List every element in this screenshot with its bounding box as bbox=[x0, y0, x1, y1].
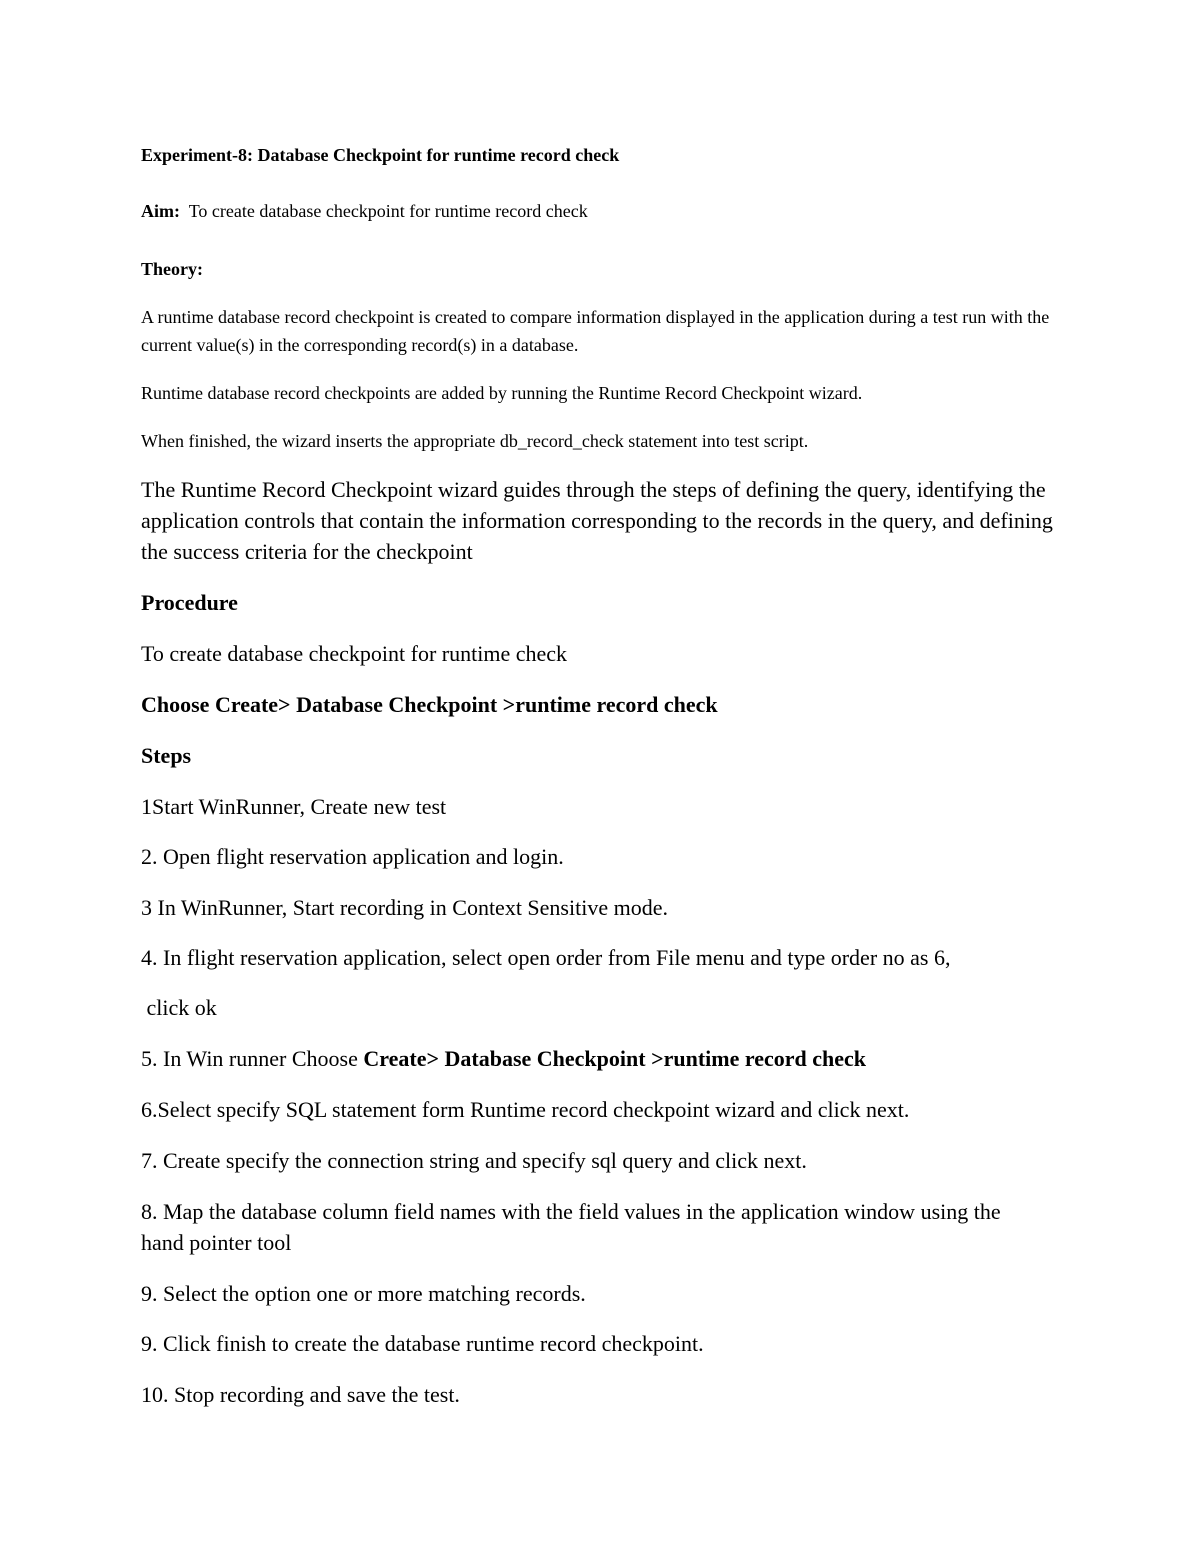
step-9b: 9. Click finish to create the database runtime record checkpoint. bbox=[141, 1331, 704, 1356]
step-5 bbox=[141, 1048, 866, 1070]
step-5-prefix: 5. In Win runner Choose bbox=[141, 1046, 364, 1071]
step-3: 3 In WinRunner, Start recording in Context Sensitive mode. bbox=[141, 895, 668, 920]
aim-label: Aim: bbox=[141, 201, 180, 221]
step-8: 8. Map the database column field names with the field values in the application window using the hand pointer tool bbox=[141, 1199, 1001, 1255]
theory-paragraph-4: The Runtime Record Checkpoint wizard guides through the steps of defining the query, identifying the application controls that contain the information corresponding to the records in the query, and defining the success criteria for the checkpoint bbox=[141, 477, 1053, 564]
step-10: 10. Stop recording and save the test. bbox=[141, 1382, 460, 1407]
procedure-menu-path: Choose Create> Database Checkpoint >runtime record check bbox=[141, 692, 718, 717]
aim-line bbox=[141, 202, 588, 220]
step-2: 2. Open flight reservation application and login. bbox=[141, 844, 564, 869]
experiment-title: Experiment-8: Database Checkpoint for runtime record check bbox=[141, 145, 620, 165]
step-5-menu-path: Create> Database Checkpoint >runtime record check bbox=[363, 1046, 867, 1071]
step-1: 1Start WinRunner, Create new test bbox=[141, 794, 447, 819]
step-6: 6.Select specify SQL statement form Runtime record checkpoint wizard and click next. bbox=[141, 1097, 910, 1122]
step-9a: 9. Select the option one or more matching records. bbox=[141, 1281, 586, 1306]
step-4: 4. In flight reservation application, select open order from File menu and type order no as 6, bbox=[141, 945, 951, 970]
theory-paragraph-1: A runtime database record checkpoint is created to compare information displayed in the application during a test run with the current value(s) in the corresponding record(s) in a database. bbox=[141, 307, 1050, 355]
theory-paragraph-2: Runtime database record checkpoints are added by running the Runtime Record Checkpoint wizard. bbox=[141, 383, 863, 403]
step-7: 7. Create specify the connection string and specify sql query and click next. bbox=[141, 1148, 807, 1173]
theory-paragraph-3: When finished, the wizard inserts the appropriate db_record_check statement into test script. bbox=[141, 431, 809, 451]
theory-heading: Theory: bbox=[141, 259, 203, 279]
procedure-text: To create database checkpoint for runtime check bbox=[141, 641, 568, 666]
aim-text: To create database checkpoint for runtime record check bbox=[188, 201, 588, 221]
procedure-heading: Procedure bbox=[141, 590, 238, 615]
step-4-continuation: click ok bbox=[141, 995, 217, 1020]
steps-heading: Steps bbox=[141, 743, 192, 768]
